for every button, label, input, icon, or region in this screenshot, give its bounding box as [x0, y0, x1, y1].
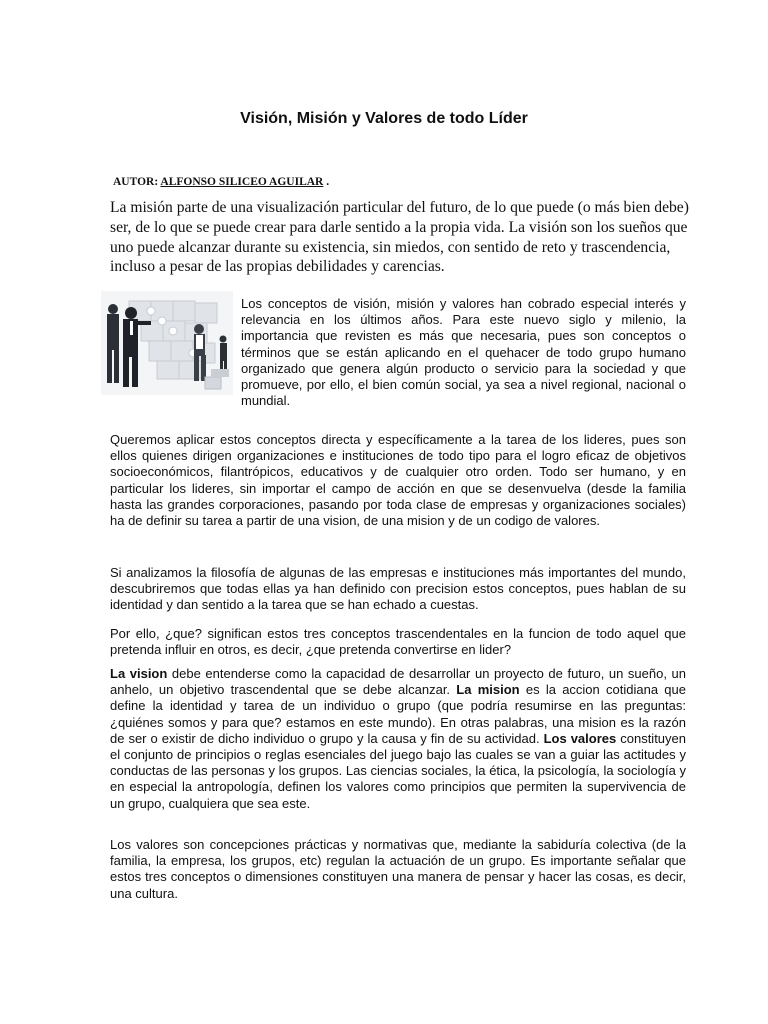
term-valores: Los valores [543, 730, 617, 746]
term-mision: La mision [456, 682, 520, 698]
side-paragraph: Los conceptos de visión, misión y valores han cobrado especial interés y relevancia en los últimos años. Para este nuevo siglo y milenio, la importancia que revisten es más que necesaria, pues son conceptos o términos que se están aplicando en el quehacer de todo grupo humano organizado que genera algún producto o servicio para la sociedad y que promueve, por ello, el bien común social, ya sea a nivel regional, nacional o mundial. [241, 296, 686, 409]
term-vision: La vision [110, 666, 168, 681]
paragraph-lideres: Queremos aplicar estos conceptos directa y específicamente a la tarea de los lideres, pues son ellos quienes dirigen organizaciones e instituciones de todo tipo para el logro eficaz de objetivos socioeconómicos, filantrópicos, educativos y de cualquier otro orden. Todo ser humano, y en particular los lideres, sin importar el campo de acción en que se desenvuelva (desde la familia hasta las grandes corporaciones, pasando por toda clase de empresas y organizaciones sociales) ha de definir su tarea a partir de una vision, de una mision y de un codigo de valores. [110, 432, 686, 529]
author-name: ALFONSO SILICEO AGUILAR [160, 176, 324, 188]
document-title: Visión, Misión y Valores de todo Líder [240, 110, 528, 127]
author-line [113, 176, 329, 188]
paragraph-pregunta: Por ello, ¿que? significan estos tres conceptos trascendentales en la funcion de todo aquel que pretenda influir en otros, es decir, ¿que pretenda convertirse en lider? [110, 626, 686, 658]
author-suffix: . [326, 176, 330, 188]
paragraph-definiciones [110, 666, 686, 812]
definition-vision: debe entenderse como la capacidad de desarrollar un proyecto de futuro, un sueño, un anhelo, un objetivo trascendental que se debe alcanzar. [110, 666, 687, 698]
intro-paragraph: La misión parte de una visualización particular del futuro, de lo que puede (o más bien debe) ser, de lo que se puede crear para darle sentido a la propia vida. La visión son los sueños que uno puede alcanzar durante su existencia, sin miedos, con sentido de reto y trascendencia, incluso a pesar de las propias debilidades y carencias. [110, 199, 689, 276]
paragraph-filosofia: Si analizamos la filosofía de algunas de las empresas e instituciones más importantes del mundo, descubriremos que todas ellas ya han definido con precision estos conceptos, pues hablan de su identidad y dan sentido a la tarea que se han echado a cuestas. [110, 565, 686, 613]
paragraph-valores: Los valores son concepciones prácticas y normativas que, mediante la sabiduría colectiva (de la familia, la empresa, los grupos, etc) regulan la actuación de un grupo. Es importante señalar que estos tres conceptos o dimensiones constituyen una manera de pensar y hacer las cosas, es decir, una cultura. [110, 837, 686, 901]
author-label: AUTOR: [113, 176, 159, 188]
definition-valores: constituyen el conjunto de principios o reglas esenciales del juego bajo las cuales se van a guiar las actitudes y conductas de las personas y los grupos. Las ciencias sociales, la ética, la psicología, la sociología y en especial la antropología, definen los valores como principios que permiten la supervivencia de un grupo, cualquiera que sea este. [110, 730, 686, 811]
business-people-puzzle-image [101, 291, 233, 395]
definition-mision: es la accion cotidiana que define la identidad y tarea de un individuo o grupo (que podría resumirse en las preguntas: ¿quiénes somos y para que? estamos en este mundo). En otras palabras, una mision es la razón de ser o existir de dicho individuo o grupo y la causa y fin de su actividad. [110, 682, 686, 746]
